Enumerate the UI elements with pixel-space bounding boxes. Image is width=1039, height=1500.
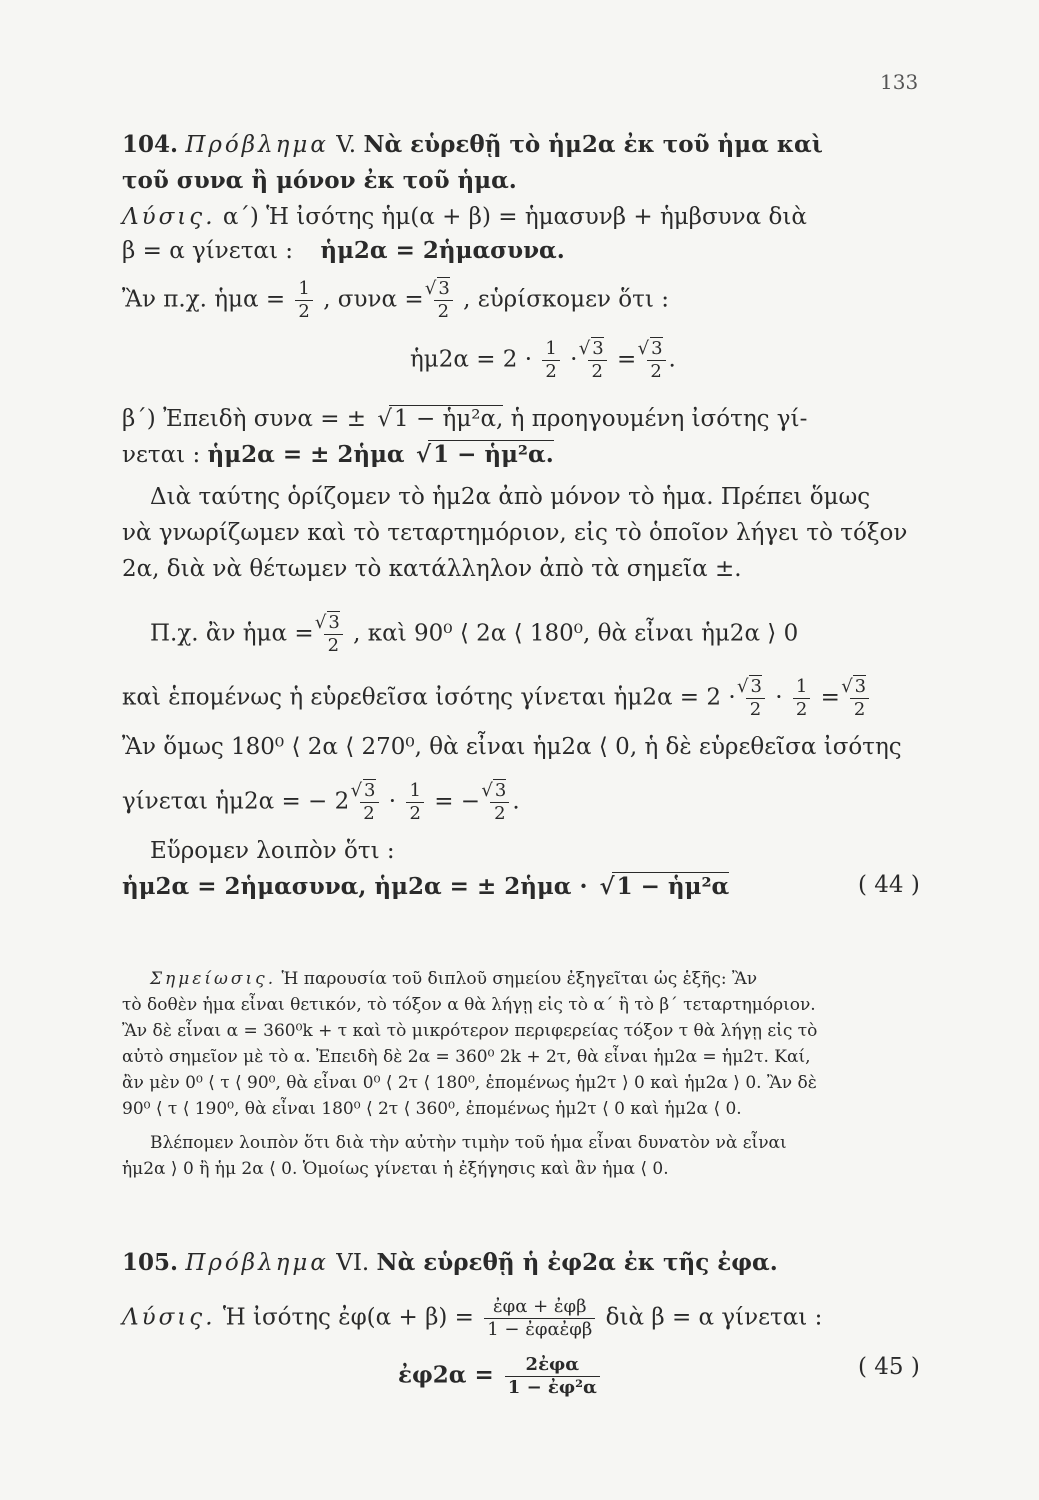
denominator: 2 bbox=[749, 699, 762, 720]
page-number: 133 bbox=[880, 70, 919, 94]
found-line: Εὕρομεν λοιπὸν ὅτι : bbox=[150, 838, 395, 864]
denominator: 2 bbox=[853, 699, 866, 720]
solution-105-line bbox=[122, 1296, 822, 1341]
text: ἐφ2α = bbox=[398, 1361, 494, 1389]
problem-105-heading bbox=[122, 1248, 778, 1278]
radical: √ 1 − ἡμ²α, bbox=[389, 405, 503, 432]
formula: ἡμ2α = ± 2ἡμα bbox=[207, 441, 405, 468]
denominator: 2 bbox=[437, 301, 450, 322]
numerator: 2ἐφα bbox=[505, 1354, 600, 1377]
problem-roman: V. bbox=[336, 132, 357, 158]
denominator: 2 bbox=[591, 361, 603, 382]
sqrt-3: √ 3 bbox=[363, 779, 376, 801]
beta-line-1 bbox=[122, 404, 807, 434]
problem-title: Νὰ εὑρεθῇ ἡ ἐφ2α ἐκ τῆς ἐφα. bbox=[376, 1249, 778, 1276]
example-3-line: καὶ ἑπομένως ἡ εὑρεθεῖσα ἰσότης γίνεται ἡμ2α = 2 · √ $\frac{3}{2}$ · $\frac{1}{2}$ = √ $\frac{3}{2}$ bbox=[122, 676, 872, 721]
denominator: 1 − ἐφ²α bbox=[507, 1377, 597, 1398]
text: γίνεται ἡμ2α = − 2 bbox=[122, 788, 350, 815]
sqrt-3: √ 3 bbox=[591, 337, 604, 359]
fraction bbox=[360, 780, 379, 825]
numerator bbox=[746, 676, 765, 699]
paragraph-line-1: Διὰ ταύτης ὁρίζομεν τὸ ἡμ2α ἀπὸ μόνον τὸ ἡμα. Πρέπει ὅμως bbox=[150, 484, 871, 510]
text: Π.χ. ἂν ἡμα = bbox=[150, 620, 314, 647]
result-44 bbox=[122, 872, 729, 902]
text: , συνα = bbox=[323, 286, 424, 313]
formula: ἡμ2α = 2ἡμασυνα, ἡμ2α = ± 2ἡμα · bbox=[122, 873, 588, 900]
problem-label: Πρόβλημα bbox=[185, 1250, 329, 1276]
note-line-5: ἂν μὲν 0⁰ ⟨ τ ⟨ 90⁰, θὰ εἶναι 0⁰ ⟨ 2τ ⟨ 180⁰, ἑπομένως ἡμ2τ ⟩ 0 καὶ ἡμ2α ⟩ 0. Ἂν δὲ bbox=[122, 1073, 817, 1093]
example-line bbox=[122, 278, 669, 323]
radical: √ 1 − ἡμ²α bbox=[612, 872, 730, 900]
solution-text: α΄) Ἡ ἰσότης ἡμ(α + β) = ἡμασυνβ + ἡμβσυνα διὰ bbox=[222, 204, 807, 230]
text: Ἡ παρουσία τοῦ διπλοῦ σημείου ἐξηγεῖται ὡς ἑξῆς: Ἂν bbox=[281, 969, 758, 989]
sqrt-3: √ 3 bbox=[749, 675, 762, 697]
paragraph-line-2: νὰ γνωρίζωμεν καὶ τὸ τεταρτημόριον, εἰς τὸ ὁποῖον λήγει τὸ τόξον bbox=[122, 520, 908, 546]
text: , καὶ 90⁰ ⟨ 2α ⟨ 180⁰, θὰ εἶναι ἡμ2α ⟩ 0 bbox=[353, 620, 799, 647]
formula-sin2a: ἡμ2α = 2ἡμασυνα. bbox=[320, 237, 565, 264]
solution-label: Λύσις. bbox=[122, 204, 216, 230]
fraction bbox=[324, 612, 343, 657]
denominator: 2 bbox=[545, 361, 557, 382]
fraction bbox=[484, 1296, 595, 1341]
problem-number: 105. bbox=[122, 1249, 179, 1276]
paragraph-line-3: 2α, διὰ νὰ θέτωμεν τὸ κατάλληλον ἀπὸ τὰ σημεῖα ±. bbox=[122, 556, 742, 582]
numerator bbox=[434, 278, 453, 301]
fraction bbox=[588, 338, 607, 383]
text: διὰ β = α γίνεται : bbox=[605, 1304, 823, 1331]
text: Ἂν π.χ. ἡμα = bbox=[122, 286, 286, 313]
sqrt-3: √ 3 bbox=[853, 675, 866, 697]
denominator: 2 bbox=[650, 361, 662, 382]
text: νεται : bbox=[122, 442, 201, 468]
problem-title-2: τοῦ συνα ἢ μόνον ἐκ τοῦ ἡμα. bbox=[122, 167, 517, 194]
sqrt-3: √ 3 bbox=[437, 277, 450, 299]
example-2-line bbox=[150, 612, 798, 657]
fraction bbox=[647, 338, 666, 383]
example-4-line: Ἂν ὅμως 180⁰ ⟨ 2α ⟨ 270⁰, θὰ εἶναι ἡμ2α ⟨ 0, ἡ δὲ εὑρεθεῖσα ἰσότης bbox=[122, 734, 902, 760]
equation-1: ἡμ2α = 2 · $\frac{1}{2}$ · √ $\frac{3}{2}$ = √ $\frac{3}{2}$ . bbox=[410, 338, 676, 383]
denominator: 2 bbox=[494, 803, 506, 824]
numerator bbox=[647, 338, 666, 361]
note-line-7: Βλέπομεν λοιπὸν ὅτι διὰ τὴν αὐτὴν τιμὴν τοῦ ἡμα εἶναι δυνατὸν νὰ εἶναι bbox=[150, 1133, 787, 1153]
example-5-line: γίνεται ἡμ2α = − 2 √ $\frac{3}{2}$ · $\frac{1}{2}$ = − √ $\frac{3}{2}$ . bbox=[122, 780, 520, 825]
note-line-4: αὐτὸ σημεῖον μὲ τὸ α. Ἐπειδὴ δὲ 2α = 360⁰ 2k + 2τ, θὰ εἶναι ἡμ2α = ἡμ2τ. Καί, bbox=[122, 1047, 811, 1067]
beta-line-2 bbox=[122, 440, 554, 470]
denominator: 2 bbox=[409, 803, 421, 824]
note-line-3: Ἂν δὲ εἶναι α = 360⁰k + τ καὶ τὸ μικρότερον περιφερείας τόξον τ θὰ λήγῃ εἰς τὸ bbox=[122, 1021, 818, 1041]
note-line-1 bbox=[150, 966, 757, 992]
sqrt-3: √ 3 bbox=[327, 611, 340, 633]
denominator: 2 bbox=[795, 699, 808, 720]
denominator: 2 bbox=[298, 301, 310, 322]
note-label: Σημείωσις. bbox=[150, 969, 277, 989]
note-line-6: 90⁰ ⟨ τ ⟨ 190⁰, θὰ εἶναι 180⁰ ⟨ 2τ ⟨ 360⁰, ἑπομένως ἡμ2τ ⟨ 0 καὶ ἡμ2α ⟨ 0. bbox=[122, 1099, 742, 1119]
numerator bbox=[324, 612, 343, 635]
note-line-2: τὸ δοθὲν ἡμα εἶναι θετικόν, τὸ τόξον α θὰ λήγῃ εἰς τὸ α΄ ἢ τὸ β΄ τεταρτημόριον. bbox=[122, 995, 816, 1015]
sqrt-3: √ 3 bbox=[650, 337, 663, 359]
text: καὶ ἑπομένως ἡ εὑρεθεῖσα ἰσότης γίνεται ἡμ2α = 2 · bbox=[122, 684, 736, 711]
result-45 bbox=[398, 1354, 603, 1399]
denominator: 2 bbox=[363, 803, 375, 824]
fraction bbox=[542, 338, 559, 383]
numerator: 1 bbox=[406, 780, 423, 803]
problem-label: Πρόβλημα bbox=[185, 132, 329, 158]
equation-number-45: ( 45 ) bbox=[858, 1354, 920, 1380]
denominator: 1 − ἐφαἐφβ bbox=[487, 1319, 593, 1340]
problem-number: 104. bbox=[122, 131, 179, 158]
sqrt-3: √ 3 bbox=[493, 779, 506, 801]
solution-label: Λύσις. bbox=[122, 1304, 216, 1331]
numerator: 1 bbox=[295, 278, 312, 301]
solution-line-1 bbox=[122, 202, 807, 232]
text: ἡ προηγουμένη ἰσότης γί- bbox=[510, 406, 808, 432]
fraction bbox=[850, 676, 869, 721]
numerator: ἐφα + ἐφβ bbox=[484, 1296, 595, 1319]
equation-number-44: ( 44 ) bbox=[858, 872, 920, 898]
note-line-8: ἡμ2α ⟩ 0 ἢ ἡμ 2α ⟨ 0. Ὁμοίως γίνεται ἡ ἐξήγησις καὶ ἂν ἡμα ⟨ 0. bbox=[122, 1159, 669, 1179]
numerator bbox=[588, 338, 607, 361]
numerator bbox=[360, 780, 379, 803]
problem-roman: VI. bbox=[336, 1250, 370, 1276]
numerator: 1 bbox=[793, 676, 810, 699]
fraction bbox=[746, 676, 765, 721]
numerator bbox=[490, 780, 509, 803]
fraction bbox=[490, 780, 509, 825]
numerator bbox=[850, 676, 869, 699]
text: β = α γίνεται : bbox=[122, 238, 294, 264]
solution-line-2 bbox=[122, 236, 565, 266]
fraction bbox=[406, 780, 423, 825]
denominator: 2 bbox=[327, 635, 340, 656]
fraction bbox=[505, 1354, 600, 1399]
text: ἡμ2α = 2 · bbox=[410, 346, 533, 373]
radical: √ 1 − ἡμ²α. bbox=[428, 440, 554, 468]
fraction bbox=[295, 278, 312, 323]
text: β΄) Ἐπειδὴ συνα = ± bbox=[122, 406, 367, 432]
fraction bbox=[793, 676, 810, 721]
problem-title-1: Νὰ εὑρεθῇ τὸ ἡμ2α ἐκ τοῦ ἡμα καὶ bbox=[363, 131, 823, 158]
numerator: 1 bbox=[542, 338, 559, 361]
text: Ἡ ἰσότης ἐφ(α + β) = bbox=[222, 1304, 474, 1331]
text: , εὑρίσκομεν ὅτι : bbox=[463, 286, 669, 313]
fraction bbox=[434, 278, 453, 323]
problem-104-heading bbox=[122, 130, 823, 160]
